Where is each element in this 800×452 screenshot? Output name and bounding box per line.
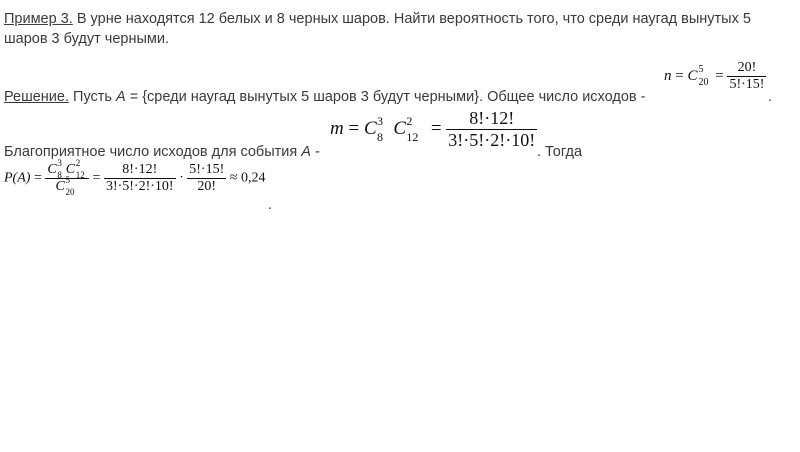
fraction-numerator: 20! [727, 60, 766, 77]
equals-sign: = [715, 67, 724, 84]
problem-title: Пример 3. [4, 11, 73, 27]
binomial-sub: 12 [75, 170, 85, 180]
binomial-sub: 8 [376, 129, 383, 144]
problem-text-2: шаров 3 будут черными. [4, 31, 169, 47]
formula-probability [4, 158, 266, 197]
binomial-sup: 3 [57, 158, 62, 168]
solution-line-2 [4, 143, 320, 161]
formula-m-lhs: m [330, 117, 344, 139]
equals-sign: = [33, 170, 42, 186]
fraction-denominator: 3!·5!·2!·10! [105, 179, 174, 194]
binomial-symbol: C [393, 117, 407, 139]
solution-line-1-end [768, 88, 772, 106]
solution-text-then: . Тогда [537, 144, 583, 160]
binomial-symbol: C [65, 162, 76, 177]
solution-label: Решение. [4, 89, 69, 105]
probability-result: 0,24 [240, 170, 266, 186]
binomial-sub: 8 [57, 170, 62, 180]
equals-sign: = [675, 67, 684, 84]
period: . [768, 89, 773, 105]
fraction [104, 162, 176, 195]
problem-line-1 [4, 10, 751, 28]
equals-sign: = [348, 117, 360, 139]
fraction [446, 108, 537, 151]
binomial-symbol: C [363, 117, 377, 139]
binomial-c-12-2 [393, 113, 419, 144]
solution-text-a: Пусть [69, 89, 117, 105]
binomial-sub: 20 [698, 76, 709, 88]
binomial-symbol: C [687, 67, 698, 84]
solution-line-2-end [537, 143, 582, 161]
binomial-sup: 2 [75, 158, 81, 168]
problem-line-2 [4, 30, 169, 48]
formula-n-lhs: n [664, 67, 672, 84]
fraction-denominator: 20! [197, 179, 217, 194]
binomial-sup: 5 [698, 63, 704, 75]
approx-sign: ≈ [229, 170, 238, 186]
binomial-symbol: C [47, 162, 57, 177]
fraction [727, 60, 766, 93]
equals-sign: = [430, 117, 442, 139]
solution-line-3-end [268, 196, 272, 214]
binomial-sub: 12 [406, 129, 419, 144]
problem-text-1: В урне находятся 12 белых и 8 черных шаров. Найти вероятность того, что среди наугад вынутых 5 [72, 11, 751, 27]
event-variable: A [301, 144, 311, 160]
fraction-denominator: 3!·5!·2!·10! [448, 130, 536, 150]
fraction-numerator: 8!·12! [104, 162, 176, 179]
formula-m [330, 108, 537, 151]
binomial-c-8-3 [363, 113, 383, 144]
equals-sign: = [92, 170, 101, 186]
formula-p-lhs: P(A) [4, 170, 31, 186]
formula-n [664, 60, 766, 93]
binomial-symbol: C [55, 179, 65, 194]
fraction-numerator: 8!·12! [446, 108, 537, 130]
period: . [268, 197, 273, 213]
binomial-c-8-3 [47, 158, 62, 180]
solution-line-1 [4, 88, 645, 106]
event-variable: A [116, 89, 126, 105]
solution-text-b: = {среди наугад вынутых 5 шаров 3 будут черными}. Общее число исходов - [125, 89, 646, 105]
binomial-c-20-5 [55, 175, 75, 197]
multiply-dot: · [179, 170, 184, 186]
binomial-sup: 5 [65, 175, 71, 185]
fraction [187, 162, 226, 195]
solution-text-d: - [310, 144, 320, 160]
binomial-c-20-5 [687, 63, 709, 88]
fraction [45, 158, 89, 197]
fraction-numerator: 5!·15! [189, 162, 225, 177]
fraction-denominator: 5!·15! [729, 77, 765, 92]
solution-text-c: Благоприятное число исходов для события [4, 144, 302, 160]
binomial-sup: 2 [406, 113, 413, 128]
binomial-sup: 3 [376, 113, 383, 128]
binomial-sub: 20 [65, 187, 75, 197]
